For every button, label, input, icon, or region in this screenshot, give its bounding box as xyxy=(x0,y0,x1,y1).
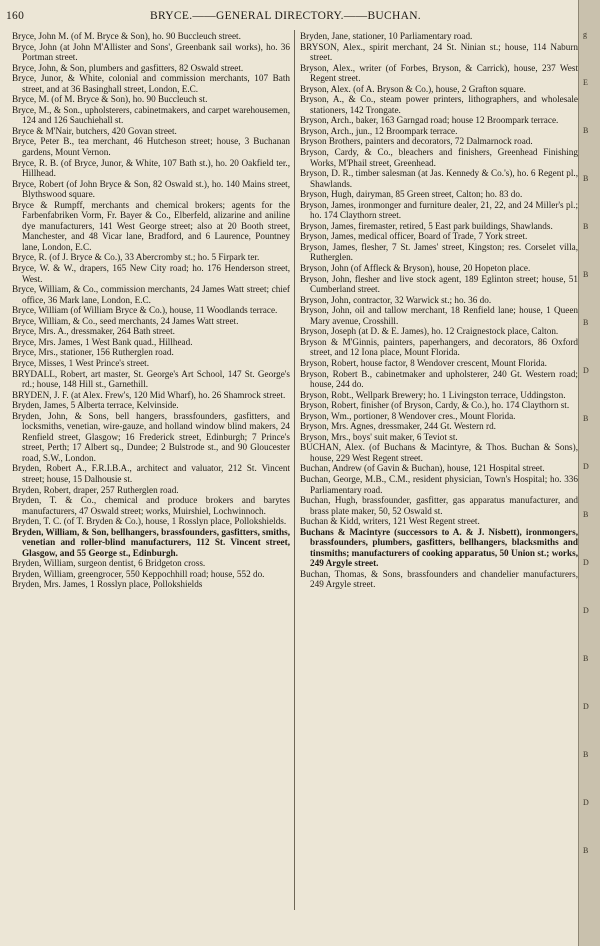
adjacent-page-glyph: D xyxy=(583,366,589,375)
adjacent-page-glyph: B xyxy=(583,750,589,759)
column-divider xyxy=(294,30,295,910)
directory-entry: Bryson, Robt., Wellpark Brewery; ho. 1 Livingston terrace, Uddingston. xyxy=(300,389,566,400)
directory-entry: Bryce, Robert (of John Bryce & Son, 82 Oswald st.), ho. 140 Mains street, Blythswood square. xyxy=(12,178,290,200)
directory-entry: Bryden, Jane, stationer, 10 Parliamentary road. xyxy=(300,31,473,41)
adjacent-page-glyph: D xyxy=(583,558,589,567)
directory-entry: Buchans & Macintyre (successors to A. & J. Nisbett), ironmongers, brassfounders, plumbers, gasfitters, bellhangers, blacksmiths and tinsmiths; manufacturers of cooking apparatus, 50 Union st.; works, 249 Argyle street. xyxy=(300,526,578,569)
directory-entry: Bryce, Mrs., stationer, 156 Rutherglen road. xyxy=(12,347,174,358)
directory-entry: Bryson, Arch., baker, 163 Garngad road; house 12 Broompark terrace. xyxy=(300,115,559,126)
directory-entry: Bryce & M'Nair, butchers, 420 Govan street. xyxy=(12,125,177,136)
directory-entry: Buchan, Andrew (of Gavin & Buchan), house, 121 Hospital street. xyxy=(300,463,545,474)
directory-entry: Bryden, Robert A., F.R.I.B.A., architect and valuator, 212 St. Vincent street; house, 15 Dalhousie st. xyxy=(12,463,290,484)
directory-entry: Bryce, Peter B., tea merchant, 46 Hutcheson street; house, 3 Buchanan gardens, Mount Vernon. xyxy=(12,136,290,158)
directory-entry: Bryden, William, & Son, bellhangers, brassfounders, gasfitters, smiths, venetian and roller-blind manufacturers, 112 St. Vincent street, Glasgow, and 55 George st., Edinburgh. xyxy=(12,526,290,558)
adjacent-page-glyph: D xyxy=(583,798,589,807)
left-column xyxy=(12,31,290,590)
adjacent-page-glyph: B xyxy=(583,270,589,279)
adjacent-page-glyph: B xyxy=(583,510,589,519)
directory-entry: Bryce, William (of William Bryce & Co.), house, 11 Woodlands terrace. xyxy=(12,305,278,316)
directory-entry: Buchan, Hugh, brassfounder, gasfitter, gas apparatus manufacturer, and brass plate maker, 50, 52 Oswald st. xyxy=(300,495,578,516)
directory-entry: Bryce, Mrs. A., dressmaker, 264 Bath street. xyxy=(12,326,175,337)
directory-entry: Buchan, Thomas, & Sons, brassfounders and chandelier manufacturers, 249 Argyle street. xyxy=(300,568,578,590)
directory-entry: Bryson, A., & Co., steam power printers, lithographers, and wholesale stationers, 142 Trongate. xyxy=(300,94,578,115)
directory-entry: Bryce, William, & Co., seed merchants, 24 James Watt street. xyxy=(12,315,239,326)
adjacent-page-glyph: B xyxy=(583,414,589,423)
directory-entry: Bryce, Junor, & White, colonial and commission merchants, 107 Bath street, and at 36 Basinghall street, London, E.C. xyxy=(12,73,290,94)
adjacent-page-glyph: D xyxy=(583,462,589,471)
directory-entry: Bryson, Alex., writer (of Forbes, Bryson, & Carrick), house, 237 West Regent street. xyxy=(300,62,578,84)
adjacent-page-glyph: D xyxy=(583,606,589,615)
directory-entry: Bryce, William, & Co., commission merchants, 24 James Watt street; chief office, 36 Mark lane, London, E.C. xyxy=(12,284,290,305)
directory-entry: Bryce, John, & Son, plumbers and gasfitters, 82 Oswald street. xyxy=(12,62,244,73)
adjacent-page-glyph: D xyxy=(583,702,589,711)
directory-entry: Bryson, John, contractor, 32 Warwick st.; ho. 36 do. xyxy=(300,294,492,305)
directory-entry: Bryson, Cardy, & Co., bleachers and finishers, Greenhead Finishing Works, M'Phail street, Greenhead. xyxy=(300,147,578,168)
directory-entry: Bryce, W. & W., drapers, 165 New City road; ho. 176 Henderson street, West. xyxy=(12,263,290,284)
directory-entry: Bryce, M. (of M. Bryce & Son), ho. 90 Buccleuch st. xyxy=(12,94,208,105)
right-column xyxy=(300,31,578,590)
adjacent-page-glyph: B xyxy=(583,654,589,663)
directory-entry: Bryden, William, surgeon dentist, 6 Bridgeton cross. xyxy=(12,558,206,569)
directory-entry: Bryson, Robert B., cabinetmaker and upholsterer, 240 Gt. Western road; house, 244 do. xyxy=(300,368,578,390)
directory-entry: Bryce, R. (of J. Bryce & Co.), 33 Abercromby st.; ho. 5 Firpark ter. xyxy=(12,252,260,263)
directory-entry: Bryson, John (of Affleck & Bryson), house, 20 Hopeton place. xyxy=(300,263,531,274)
directory-entry: BUCHAN, Alex. (of Buchans & Macintyre, & Thos. Buchan & Sons), house, 229 West Regent street. xyxy=(300,442,578,463)
directory-entry: Bryson, Wm., portioner, 8 Wendover cres., Mount Florida. xyxy=(300,410,516,421)
adjacent-page-glyph: B xyxy=(583,126,589,135)
directory-entry: Buchan, George, M.B., C.M., resident physician, Town's Hospital; ho. 336 Parliamentary road. xyxy=(300,473,578,495)
directory-entry: Bryson, Alex. (of A. Bryson & Co.), house, 2 Grafton square. xyxy=(300,83,526,94)
directory-entry: Bryden, John, & Sons, bell hangers, brassfounders, gasfitters, and locksmiths, venetian, wire-gauze, and holland window blind makers, 24 Renfield street, Glasgow; 16 Frederick street, Edinburgh; 7 Prince's street, Perth; 17 Albert sq., Dundee; 2 Bulstrode st., and 90 Gloucester road, S.W., London. xyxy=(12,410,290,463)
directory-entry: Bryden, Robert, draper, 257 Rutherglen road. xyxy=(12,484,179,495)
adjacent-page-glyph: B xyxy=(583,846,589,855)
adjacent-page-glyph: B xyxy=(583,174,589,183)
adjacent-page-glyph: B xyxy=(583,222,589,231)
directory-entry: Bryce, John (at John M'Allister and Sons', Greenbank sail works), ho. 36 Portman street. xyxy=(12,41,290,63)
directory-entry: Bryson, Hugh, dairyman, 85 Green street, Calton; ho. 83 do. xyxy=(300,189,523,200)
directory-entry: BRYDALL, Robert, art master, St. George's Art School, 147 St. George's rd.; house, 148 Hill st., Garnethill. xyxy=(12,368,290,390)
running-title: BRYCE.——GENERAL DIRECTORY.——BUCHAN. xyxy=(150,10,421,22)
directory-entry: Bryden, James, 5 Alberta terrace, Kelvinside. xyxy=(12,400,179,411)
directory-entry: BRYDEN, J. F. (at Alex. Frew's, 120 Mid Wharf), ho. 26 Shamrock street. xyxy=(12,389,286,400)
directory-entry: Bryson, James, firemaster, retired, 5 East park buildings, Shawlands. xyxy=(300,220,553,231)
directory-entry: Bryden, Mrs. James, 1 Rosslyn place, Pollokshields xyxy=(12,579,203,590)
directory-entry: Bryden, William, greengrocer, 550 Keppochhill road; house, 552 do. xyxy=(12,568,265,579)
directory-entry: BRYSON, Alex., spirit merchant, 24 St. Ninian st.; house, 114 Naburn street. xyxy=(300,41,578,63)
directory-entry: Bryson, Joseph (at D. & E. James), ho. 12 Craignestock place, Calton. xyxy=(300,326,559,337)
directory-entry: Bryson, John, flesher and live stock agent, 189 Eglinton street; house, 51 Cumberland street. xyxy=(300,273,578,295)
adjacent-page-edge xyxy=(578,0,600,946)
directory-entry: Bryson, Mrs., boys' suit maker, 6 Teviot st. xyxy=(300,431,458,442)
directory-entry: Bryden, T. & Co., chemical and produce brokers and barytes manufacturers, 47 Oswald street; works, Muirshiel, Lochwinnoch. xyxy=(12,495,290,516)
directory-entry: Bryson, Arch., jun., 12 Broompark terrace. xyxy=(300,125,458,136)
directory-entry: Bryson, Robert, house factor, 8 Wendover crescent, Mount Florida. xyxy=(300,357,547,368)
directory-entry: Bryce, John M. (of M. Bryce & Son), ho. 90 Buccleuch street. xyxy=(12,31,241,41)
adjacent-page-glyph: g xyxy=(583,30,587,39)
directory-entry: Bryce, M., & Son., upholsterers, cabinetmakers, and carpet warehousemen, 124 and 126 Sauchiehall st. xyxy=(12,104,290,126)
directory-entry: Bryden, T. C. (of T. Bryden & Co.), house, 1 Rosslyn place, Pollokshields. xyxy=(12,516,287,527)
adjacent-page-glyph: B xyxy=(583,318,589,327)
directory-entry: Bryson & M'Ginnis, painters, paperhangers, and decorators, 86 Oxford street, and 12 Iona place, Mount Florida. xyxy=(300,336,578,358)
directory-entry: Bryson, John, oil and tallow merchant, 18 Renfield lane; house, 1 Queen Mary avenue, Crosshill. xyxy=(300,305,578,326)
directory-entry: Bryce, Mrs. James, 1 West Bank quad., Hillhead. xyxy=(12,336,193,347)
directory-entry: Bryson, Robert, finisher (of Bryson, Cardy, & Co.), ho. 174 Claythorn st. xyxy=(300,400,570,411)
directory-entry: Bryson, D. R., timber salesman (at Jas. Kennedy & Co.'s), ho. 6 Regent pl., Shawlands. xyxy=(300,168,578,189)
directory-entry: Bryson, James, medical officer, Board of Trade, 7 York street. xyxy=(300,231,528,242)
directory-entry: Bryce, Misses, 1 West Prince's street. xyxy=(12,357,150,368)
page-number: 160 xyxy=(6,10,25,22)
directory-entry: Bryson, Mrs. Agnes, dressmaker, 244 Gt. Western rd. xyxy=(300,421,496,432)
directory-entry: Bryson, James, flesher, 7 St. James' street, Kingston; res. Corselet villa, Rutherglen. xyxy=(300,241,578,263)
directory-entry: Bryson, James, ironmonger and furniture dealer, 21, 22, and 24 Miller's pl.; ho. 174 Claythorn street. xyxy=(300,199,578,221)
adjacent-page-glyph: E xyxy=(583,78,588,87)
directory-entry: Bryson Brothers, painters and decorators, 72 Dalmarnock road. xyxy=(300,136,533,147)
directory-entry: Buchan & Kidd, writers, 121 West Regent street. xyxy=(300,516,480,527)
directory-entry: Bryce & Rumpff, merchants and chemical brokers; agents for the Farbenfabriken Vorm, Fr. Bayer & Co., Elberfeld, alizarine and aniline dye manufacturers, 141 West George street; also at 20 Booth street, Manchester, and 48 Vicar lane, Bradford, and 6 Laurence, Pountney lane, London, E.C. xyxy=(12,199,290,252)
directory-entry: Bryce, R. B. (of Bryce, Junor, & White, 107 Bath st.), ho. 20 Oakfield ter., Hillhead. xyxy=(12,157,290,179)
